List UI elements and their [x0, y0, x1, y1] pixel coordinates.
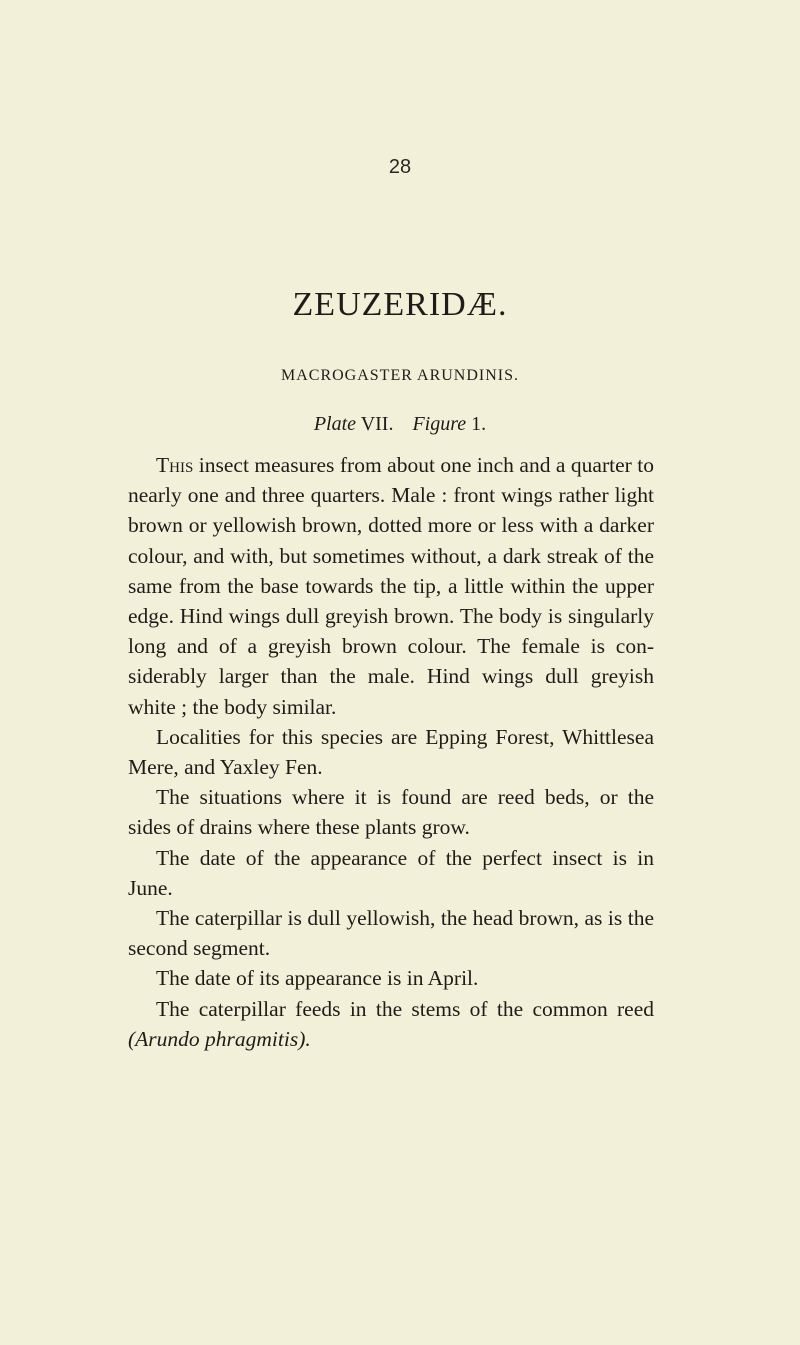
plate-label: Plate	[313, 413, 357, 435]
page-number: 28	[388, 156, 412, 178]
paragraph-insect-date: The date of the appearance of the perfect insect is in June.	[128, 845, 654, 900]
paragraph-description	[128, 450, 654, 722]
paragraph-food	[128, 994, 654, 1054]
paragraph-caterpillar: The caterpillar is dull yellowish, the head brown, as is the second segment.	[128, 906, 654, 961]
figure-label: Figure	[412, 413, 467, 435]
paragraph-situations: The situations where it is found are reed beds, or the sides of drains where these plants grow.	[128, 785, 654, 840]
species-heading: MACROGASTER ARUNDINIS.	[280, 367, 520, 384]
paragraph-localities: Localities for this species are Epping Forest, Whittlesea Mere, and Yaxley Fen.	[128, 724, 654, 780]
figure-number: 1.	[471, 413, 487, 435]
paragraph-caterpillar-date: The date of its appearance is in April.	[156, 966, 479, 991]
description-text: insect measures from about one inch and a quarter to nearly one and three quarters. Male : front wings rather light brown or yellowish brown, dotted more or less with a darker colour, and with, but sometimes without, a dark streak of the same from the base towards the tip, a little within the upper edge. Hind wings dull greyish brown. The body is singularly long and of a greyish brown colour. The female is considerably larger than the male. Hind wings dull greyish white ; the body similar.	[128, 453, 655, 719]
body-text	[128, 450, 654, 1054]
plate-reference	[0, 413, 800, 436]
food-text: The caterpillar feeds in the stems of the common reed	[156, 996, 654, 1021]
latin-name: (Arundo phragmitis).	[128, 1026, 311, 1051]
lead-word: This	[156, 453, 194, 477]
plate-number: VII.	[360, 413, 394, 435]
family-title: ZEUZERIDÆ.	[292, 286, 508, 323]
